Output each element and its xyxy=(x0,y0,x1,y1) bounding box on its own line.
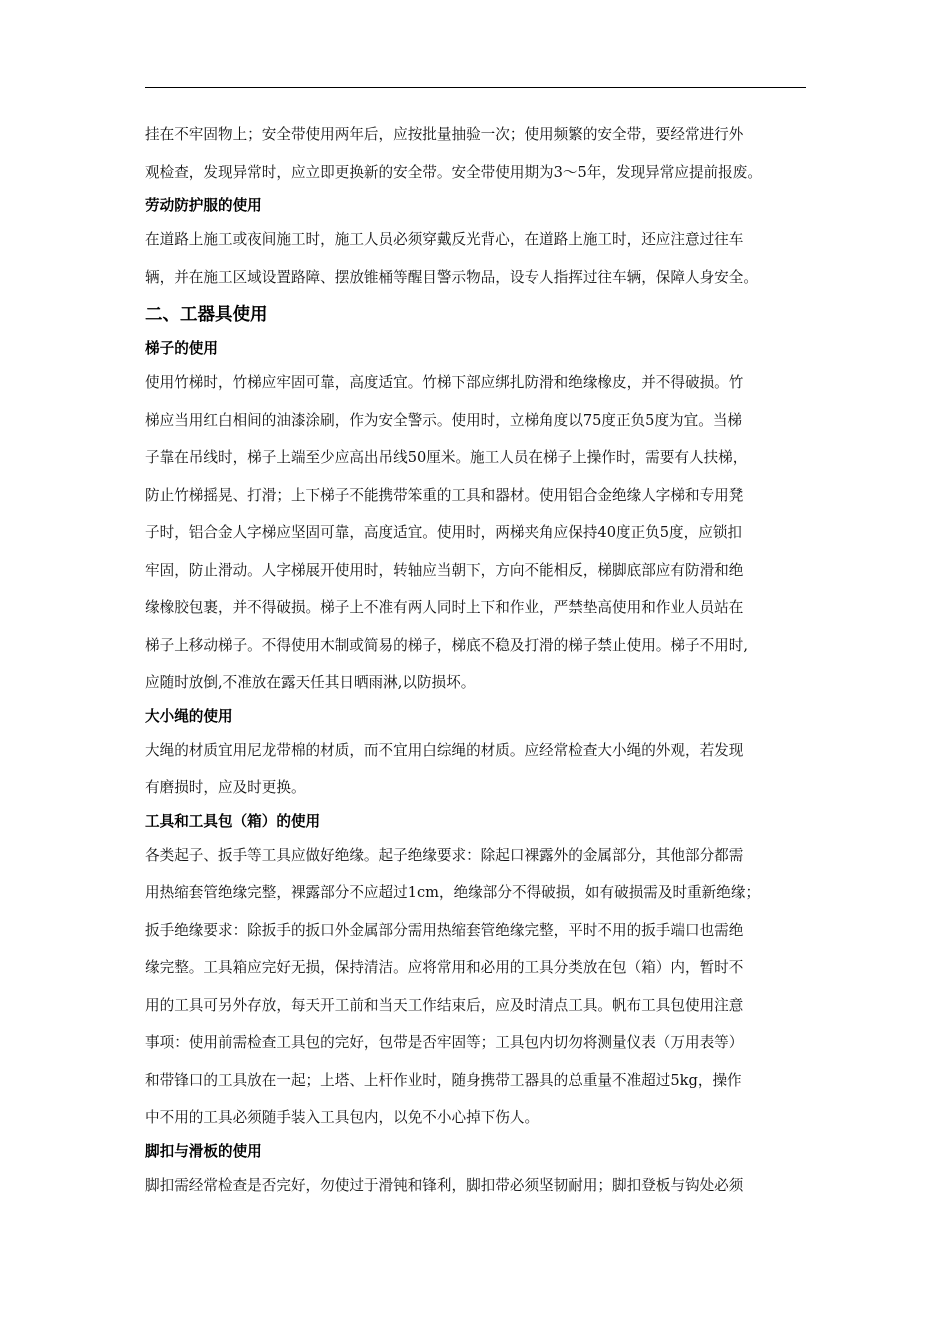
body-line: 子时，铝合金人字梯应坚固可靠，高度适宜。使用时，两梯夹角应保持40度正负5度，应锁扣 xyxy=(145,524,743,541)
header-rule xyxy=(145,87,806,88)
body-line: 子靠在吊线时，梯子上端至少应高出吊线50厘米。施工人员在梯子上操作时，需要有人扶梯， xyxy=(145,449,748,466)
body-line: 各类起子、扳手等工具应做好绝缘。起子绝缘要求：除起口裸露外的金属部分，其他部分都需 xyxy=(145,846,744,864)
body-line: 辆，并在施工区域设置路障、摆放锥桶等醒目警示物品，设专人指挥过往车辆，保障人身安全。 xyxy=(145,268,758,286)
body-line: 事项：使用前需检查工具包的完好，包带是否牢固等；工具包内切勿将测量仪表（万用表等） xyxy=(145,1034,744,1051)
body-line: 大绳的材质宜用尼龙带棉的材质，而不宜用白综绳的材质。应经常检查大小绳的外观，若发现 xyxy=(145,741,744,759)
body-line: 挂在不牢固物上；安全带使用两年后，应按批量抽验一次；使用频繁的安全带，要经常进行外 xyxy=(145,126,744,143)
body-line: 缘橡胶包裹，并不得破损。梯子上不准有两人同时上下和作业，严禁垫高使用和作业人员站在 xyxy=(145,599,744,616)
body-line: 扳手绝缘要求：除扳手的扳口外金属部分需用热缩套管绝缘完整，平时不用的扳手端口也需绝 xyxy=(145,921,744,939)
subheading: 脚扣与滑板的使用 xyxy=(145,1142,262,1160)
body-line: 缘完整。工具箱应完好无损，保持清洁。应将常用和必用的工具分类放在包（箱）内，暂时不 xyxy=(145,959,744,976)
subheading: 工具和工具包（箱）的使用 xyxy=(145,812,321,830)
body-line: 防止竹梯摇晃、打滑；上下梯子不能携带笨重的工具和器材。使用铝合金绝缘人字梯和专用凳 xyxy=(145,486,744,504)
body-line: 在道路上施工或夜间施工时，施工人员必须穿戴反光背心，在道路上施工时，还应注意过往车 xyxy=(145,231,744,248)
body-line: 应随时放倒,不准放在露天任其日晒雨淋,以防损坏。 xyxy=(145,674,476,691)
document-body xyxy=(145,116,806,1204)
body-line: 和带锋口的工具放在一起；上塔、上杆作业时，随身携带工器具的总重量不准超过5kg，操作 xyxy=(145,1071,742,1089)
body-line: 中不用的工具必须随手装入工具包内，以免不小心掉下伤人。 xyxy=(145,1109,540,1126)
subheading: 梯子的使用 xyxy=(145,340,218,357)
body-line: 有磨损时，应及时更换。 xyxy=(145,779,306,796)
subheading: 大小绳的使用 xyxy=(145,707,233,725)
body-line: 牢固，防止滑动。人字梯展开使用时，转轴应当朝下，方向不能相反，梯脚底部应有防滑和绝 xyxy=(145,561,744,579)
body-line: 观检查，发现异常时，应立即更换新的安全带。安全带使用期为3～5年，发现异常应提前报废。 xyxy=(145,163,762,181)
body-line: 脚扣需经常检查是否完好，勿使过于滑钝和锋利，脚扣带必须坚韧耐用；脚扣登板与钩处必须 xyxy=(145,1176,744,1194)
subheading: 劳动防护服的使用 xyxy=(145,197,262,214)
section-heading: 二、工器具使用 xyxy=(145,305,268,325)
body-line: 梯子上移动梯子。不得使用木制或简易的梯子，梯底不稳及打滑的梯子禁止使用。梯子不用时, xyxy=(145,636,748,654)
body-line: 用的工具可另外存放，每天开工前和当天工作结束后，应及时清点工具。帆布工具包使用注意 xyxy=(145,996,744,1014)
body-line: 用热缩套管绝缘完整，裸露部分不应超过1cm，绝缘部分不得破损，如有破损需及时重新绝缘； xyxy=(145,884,761,901)
body-line: 使用竹梯时，竹梯应牢固可靠，高度适宜。竹梯下部应绑扎防滑和绝缘橡皮，并不得破损。竹 xyxy=(145,374,744,391)
body-line: 梯应当用红白相间的油漆涂刷，作为安全警示。使用时，立梯角度以75度正负5度为宜。当梯 xyxy=(145,411,743,429)
